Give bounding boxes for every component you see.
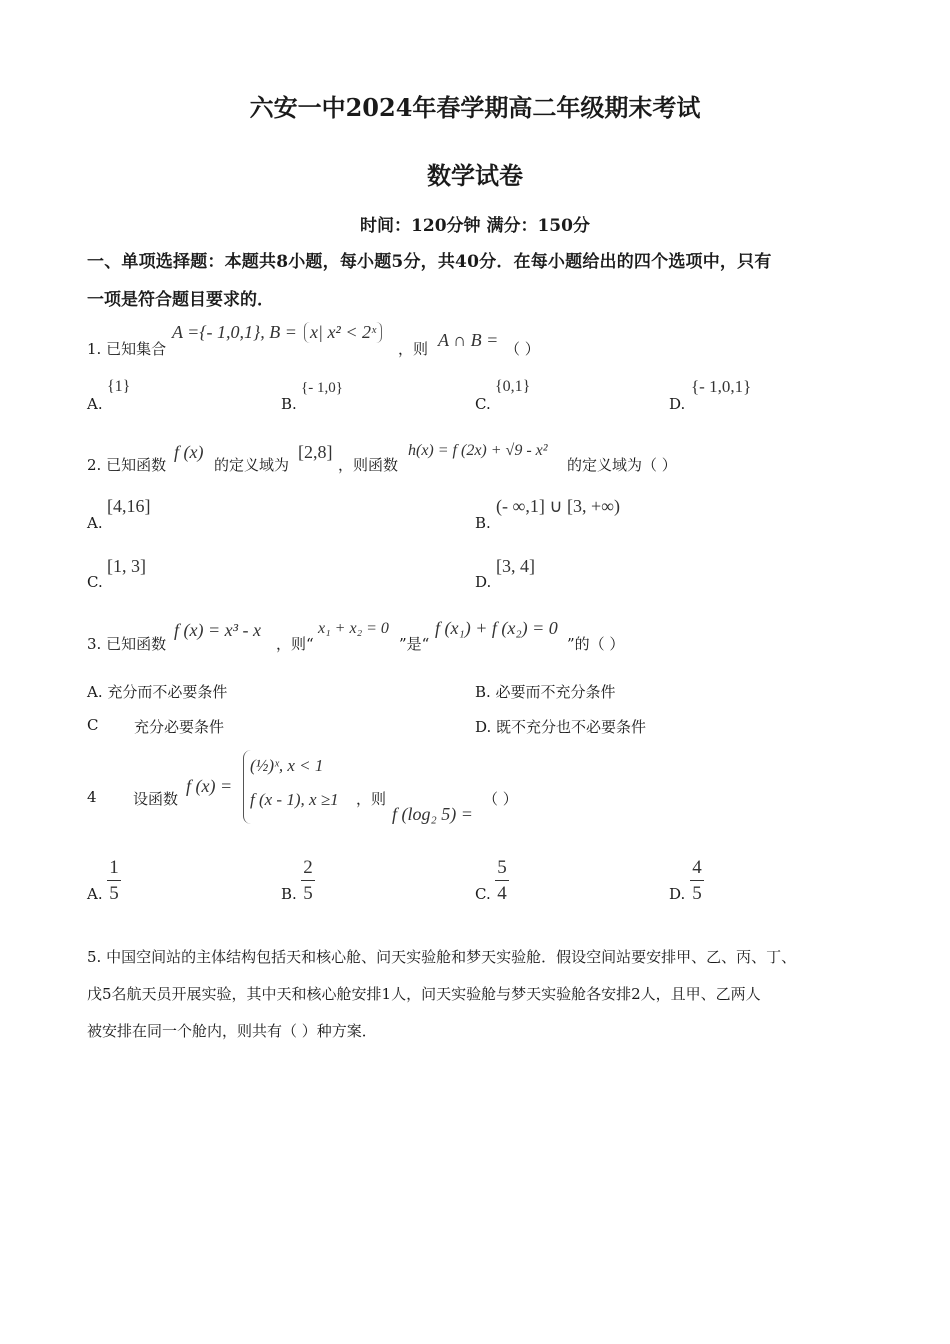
q2-option-d-value[interactable]: [3, 4] (496, 556, 535, 576)
q1-option-a-label[interactable]: A. (87, 395, 103, 413)
q3-stem-mid2: ”是“ (399, 635, 430, 653)
q3-stem-mid1: ，则“ (276, 635, 314, 653)
q4-stem-post: （ ） (483, 790, 518, 808)
q2-option-b-label[interactable]: B. (475, 514, 491, 532)
q4-option-a-denominator: 5 (109, 883, 119, 904)
q1-option-c-value[interactable]: {0,1} (495, 378, 531, 395)
q2-stem-pre: 2. 已知函数 (87, 456, 167, 474)
fraction-bar (495, 880, 509, 881)
q1-stem-mid: ，则 (398, 340, 429, 358)
q4-option-b-fraction[interactable] (301, 858, 315, 903)
exam-subtitle: 数学试卷 (427, 161, 523, 190)
q2-option-c-label[interactable]: C. (87, 573, 103, 591)
q3-option-b[interactable]: B. 必要而不充分条件 (475, 683, 616, 701)
fraction-bar (301, 880, 315, 881)
q4-option-c-numerator: 5 (497, 857, 507, 878)
q2-option-b-value[interactable]: (- ∞,1] ∪ [3, +∞) (496, 496, 620, 516)
q1-option-b-value[interactable]: {- 1,0} (301, 380, 343, 396)
q3-option-d[interactable]: D. 既不充分也不必要条件 (475, 718, 647, 736)
q4-option-c-denominator: 4 (497, 883, 507, 904)
q2-stem-post: 的定义域为（ ） (567, 456, 677, 474)
fraction-bar (690, 880, 704, 881)
fraction-bar (107, 880, 121, 881)
q2-option-d-label[interactable]: D. (475, 573, 492, 591)
q4-case-2: f (x - 1), x ≥1 (250, 790, 339, 809)
q2-option-c-value[interactable]: [1, 3] (107, 556, 146, 576)
q4-option-d-label[interactable]: D. (669, 885, 686, 903)
q4-option-c-fraction[interactable] (495, 858, 509, 903)
q4-case-1: (½)ˣ, x < 1 (250, 756, 324, 775)
q2-domain-expr: [2,8] (298, 442, 333, 462)
q3-stem-post: ”的（ ） (567, 635, 625, 653)
q4-option-a-fraction[interactable] (107, 858, 121, 903)
q4-option-d-numerator: 4 (692, 857, 702, 878)
q3-f-expr: f (x) = x³ - x (174, 620, 261, 640)
q2-h-expr: h(x) = f (2x) + √9 - x² (408, 442, 548, 459)
q4-stem-mid: ，则 (356, 790, 387, 808)
q1-set-b-expr: x| x² < 2ˣ (304, 322, 382, 343)
section-heading-line2: 一项是符合题目要求的． (87, 290, 274, 310)
q4-number: 4 (87, 788, 97, 806)
q1-option-d-label[interactable]: D. (669, 395, 686, 413)
q3-option-c-text[interactable]: 充分必要条件 (134, 718, 225, 736)
q4-option-a-label[interactable]: A. (87, 885, 103, 903)
q1-option-a-value[interactable]: {1} (107, 378, 131, 395)
q1-set-a-expr: A ={- 1,0,1}, B = (172, 322, 297, 342)
q4-option-c-label[interactable]: C. (475, 885, 491, 903)
q4-option-b-label[interactable]: B. (281, 885, 297, 903)
q3-option-a[interactable]: A. 充分而不必要条件 (87, 683, 228, 701)
q3-cond2-expr: f (x₁) + f (x₂) = 0 (435, 618, 558, 638)
q1-option-c-label[interactable]: C. (475, 395, 491, 413)
q2-option-a-value[interactable]: [4,16] (107, 496, 151, 516)
section-heading-line1: 一、单项选择题：本题共8小题，每小题5分，共40分．在每小题给出的四个选项中，只有 (87, 252, 772, 272)
q2-stem-mid1: 的定义域为 (214, 456, 290, 474)
exam-title: 六安一中2024年春学期高二年级期末考试 (249, 93, 701, 122)
q2-f-expr: f (x) (174, 442, 204, 462)
q4-f-expr: f (x) = (186, 776, 233, 796)
q4-option-d-denominator: 5 (692, 883, 702, 904)
q4-option-d-fraction[interactable] (690, 858, 704, 903)
q1-option-b-label[interactable]: B. (281, 395, 297, 413)
q3-stem-pre: 3. 已知函数 (87, 635, 167, 653)
q5-line-2: 戊5名航天员开展实验，其中天和核心舱安排1人，问天实验舱与梦天实验舱各安排2人，且甲、乙两人 (87, 985, 761, 1003)
time-info: 时间：120分钟 满分：150分 (360, 216, 590, 236)
q1-stem-pre: 1. 已知集合 (87, 340, 167, 358)
q4-option-b-numerator: 2 (303, 857, 313, 878)
q2-option-a-label[interactable]: A. (87, 514, 103, 532)
q4-option-a-numerator: 1 (109, 857, 119, 878)
q5-line-3: 被安排在同一个舱内，则共有（ ）种方案． (87, 1022, 377, 1040)
q2-stem-mid2: ，则函数 (338, 456, 399, 474)
q4-question-expr: f (log₂ 5) = (392, 804, 473, 824)
q1-stem-post: （ ） (505, 340, 540, 358)
q3-cond1-expr: x₁ + x₂ = 0 (318, 620, 389, 637)
q3-option-c-label[interactable]: C (87, 716, 99, 734)
q5-line-1: 5. 中国空间站的主体结构包括天和核心舱、问天实验舱和梦天实验舱．假设空间站要安排甲、乙、丙、丁、 (87, 948, 797, 966)
q4-stem-pre: 设函数 (133, 790, 179, 808)
q1-question-expr: A ∩ B = (438, 330, 499, 350)
q4-piecewise-cases (243, 750, 339, 824)
q4-option-b-denominator: 5 (303, 883, 313, 904)
q1-option-d-value[interactable]: {- 1,0,1} (691, 377, 752, 396)
